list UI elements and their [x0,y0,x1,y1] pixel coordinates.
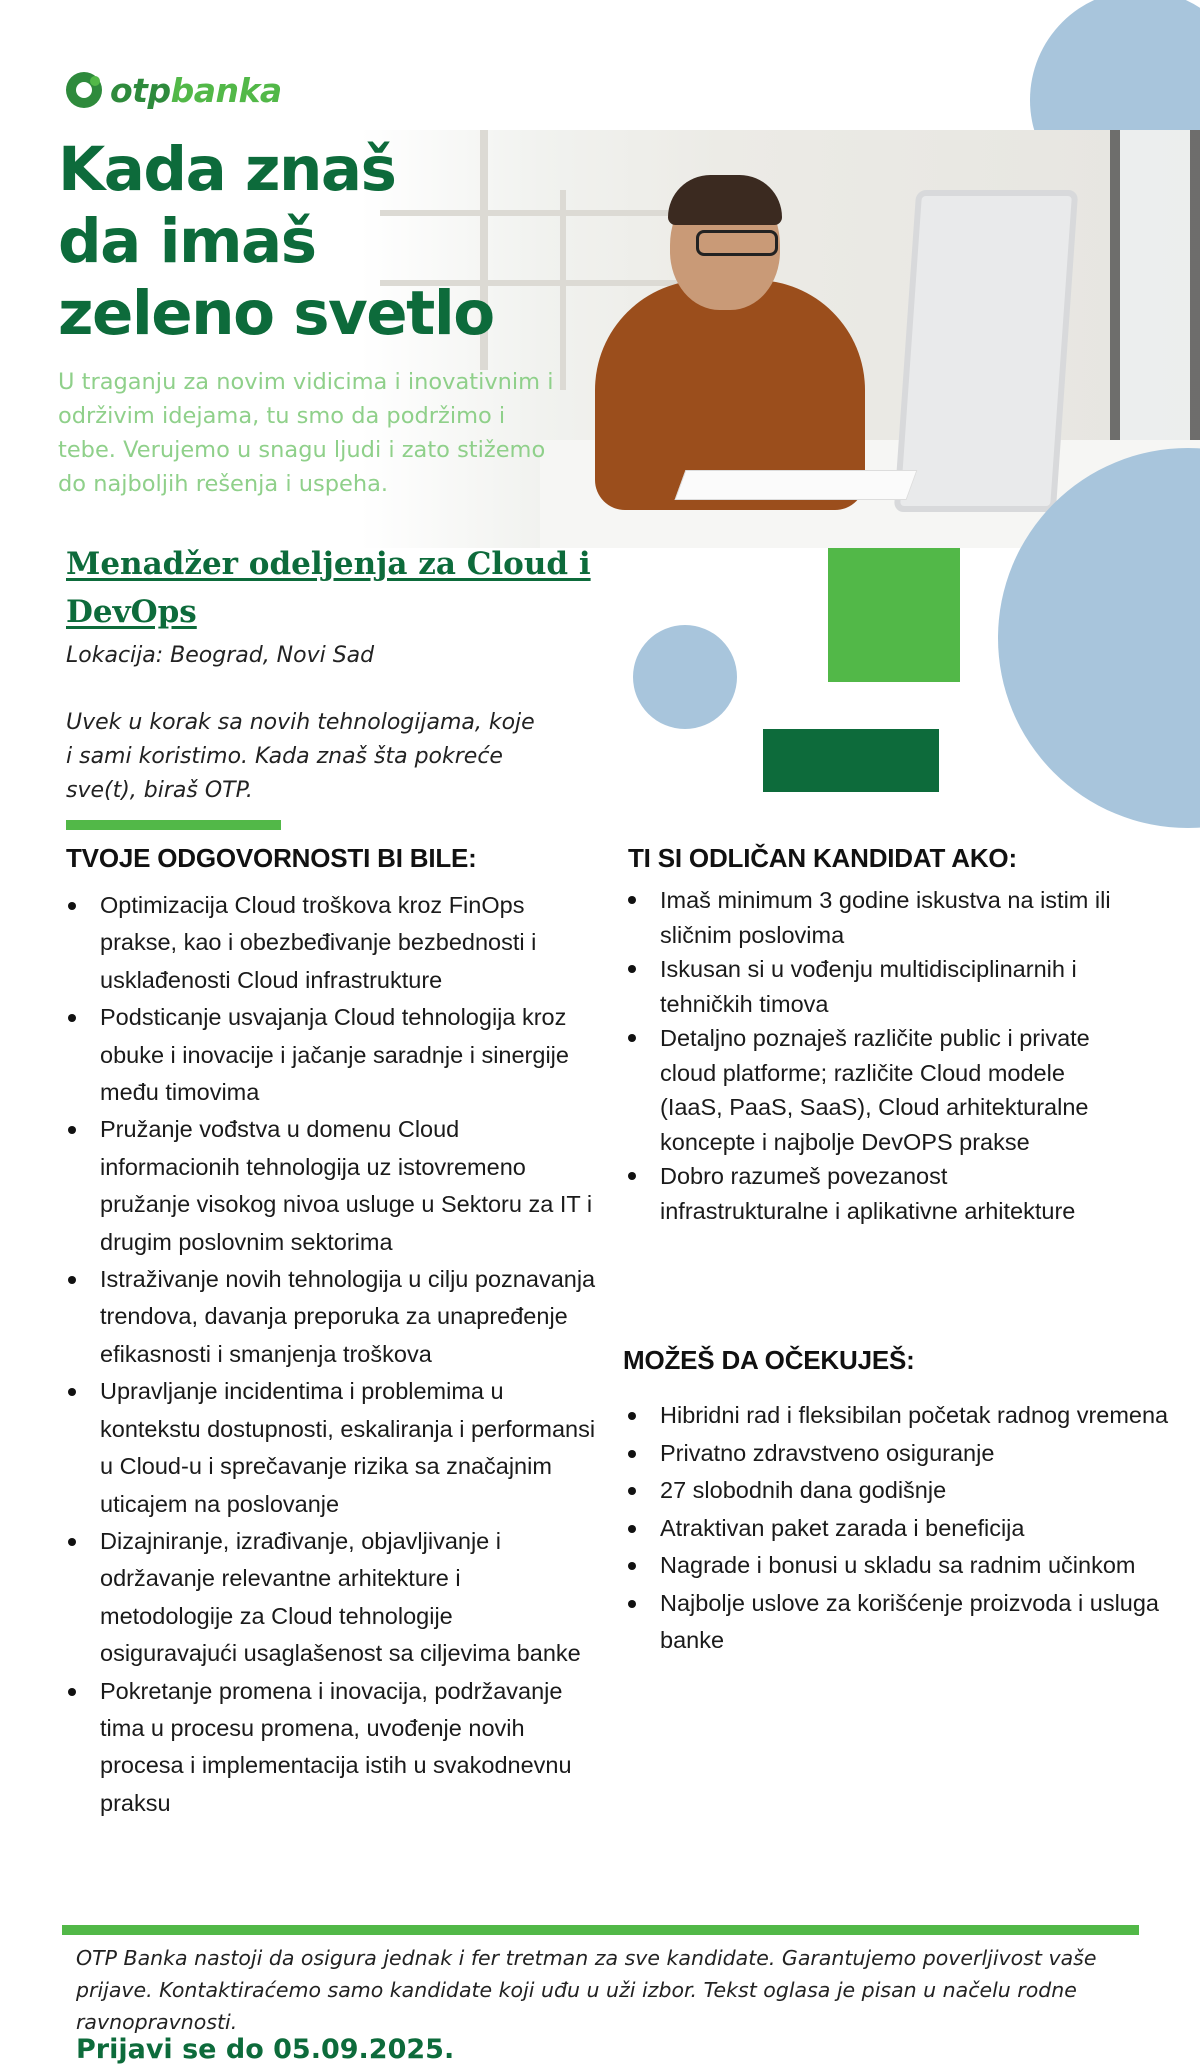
list-item: Pokretanje promena i inovacija, podržavanje tima u procesu promena, uvođenje novih procesa i implementacija istih u svakodnevnu praksu [66,1673,596,1823]
list-item: Najbolje uslove za korišćenje proizvoda i usluga banke [626,1585,1186,1660]
decorative-rect-dark-green [763,729,939,792]
list-item: 27 slobodnih dana godišnje [626,1472,1186,1510]
candidate-heading: TI SI ODLIČAN KANDIDAT AKO: [628,843,1017,873]
list-item: Nagrade i bonusi u skladu sa radnim učinkom [626,1547,1186,1585]
list-item: Hibridni rad i fleksibilan početak radnog vremena [626,1397,1186,1435]
job-location: Lokacija: Beograd, Novi Sad [66,643,375,668]
divider-bar [66,820,281,830]
list-item: Pružanje vođstva u domenu Cloud informacionih tehnologija uz istovremeno pružanje visokog nivoa usluge u Sektoru za IT i drugim poslovnim sektorima [66,1111,596,1261]
list-item: Imaš minimum 3 godine iskustva na istim ili sličnim poslovima [626,883,1116,952]
otp-banka-logo [64,70,282,110]
list-item: Detaljno poznaješ različite public i private cloud platforme; različite Cloud modele (IaaS, PaaS, SaaS), Cloud arhitekturalne koncepte i najbolje DevOPS prakse [626,1021,1116,1159]
candidate-list [626,883,1116,1228]
benefits-list [626,1397,1186,1660]
logo-wordmark: otpbanka [110,70,282,110]
hero-title-line: da imaš [58,206,316,277]
job-title: Menadžer odeljenja za Cloud i DevOps [66,546,591,630]
list-item: Atraktivan paket zarada i beneficija [626,1510,1186,1548]
responsibilities-list [66,887,596,1822]
decorative-square-light-green [828,548,960,682]
list-item: Optimizacija Cloud troškova kroz FinOps prakse, kao i obezbeđivanje bezbednosti i usklađenosti Cloud infrastrukture [66,887,596,999]
list-item: Upravljanje incidentima i problemima u kontekstu dostupnosti, eskaliranja i performansi u Cloud-u i sprečavanje rizika sa značajnim uticajem na poslovanje [66,1373,596,1523]
list-item: Dizajniranje, izrađivanje, objavljivanje i održavanje relevantne arhitekture i metodologije za Cloud tehnologije osiguravajući usaglašenost sa ciljevima banke [66,1523,596,1673]
hero-title-line: Kada znaš [58,134,396,205]
hero-subtitle: U traganju za novim vidicima i inovativnim i održivim idejama, tu smo da podržimo i tebe. Verujemo u snagu ljudi i zato stižemo do najboljih rešenja i uspeha. [58,369,554,497]
responsibilities-heading: TVOJE ODGOVORNOSTI BI BILE: [66,843,477,873]
job-tagline: Uvek u korak sa novih tehnologijama, koje i sami koristimo. Kada znaš šta pokreće sve(t), biraš OTP. [66,710,535,803]
list-item: Iskusan si u vođenju multidisciplinarnih i tehničkih timova [626,952,1116,1021]
benefits-heading: MOŽEŠ DA OČEKUJEŠ: [623,1345,915,1375]
list-item: Istraživanje novih tehnologija u cilju poznavanja trendova, davanja preporuka za unapređenje efikasnosti i smanjenja troškova [66,1261,596,1373]
disclaimer-text: OTP Banka nastoji da osigura jednak i fer tretman za sve kandidate. Garantujemo poverljivost vaše prijave. Kontaktiraćemo samo kandidate koji uđu u uži izbor. Tekst oglasa je pisan u načelu rodne ravnopravnosti. [76,1946,1097,2034]
hero-title [58,134,494,350]
footer-divider-bar [62,1925,1139,1935]
decorative-circle-small [633,625,737,729]
otp-logo-icon [64,70,104,110]
application-deadline: Prijavi se do 05.09.2025. [76,2034,455,2065]
hero-title-line: zeleno svetlo [58,278,494,349]
list-item: Dobro razumeš povezanost infrastrukturalne i aplikativne arhitekture [626,1159,1116,1228]
list-item: Podsticanje usvajanja Cloud tehnologija kroz obuke i inovacije i jačanje saradnje i sinergije među timovima [66,999,596,1111]
list-item: Privatno zdravstveno osiguranje [626,1435,1186,1473]
